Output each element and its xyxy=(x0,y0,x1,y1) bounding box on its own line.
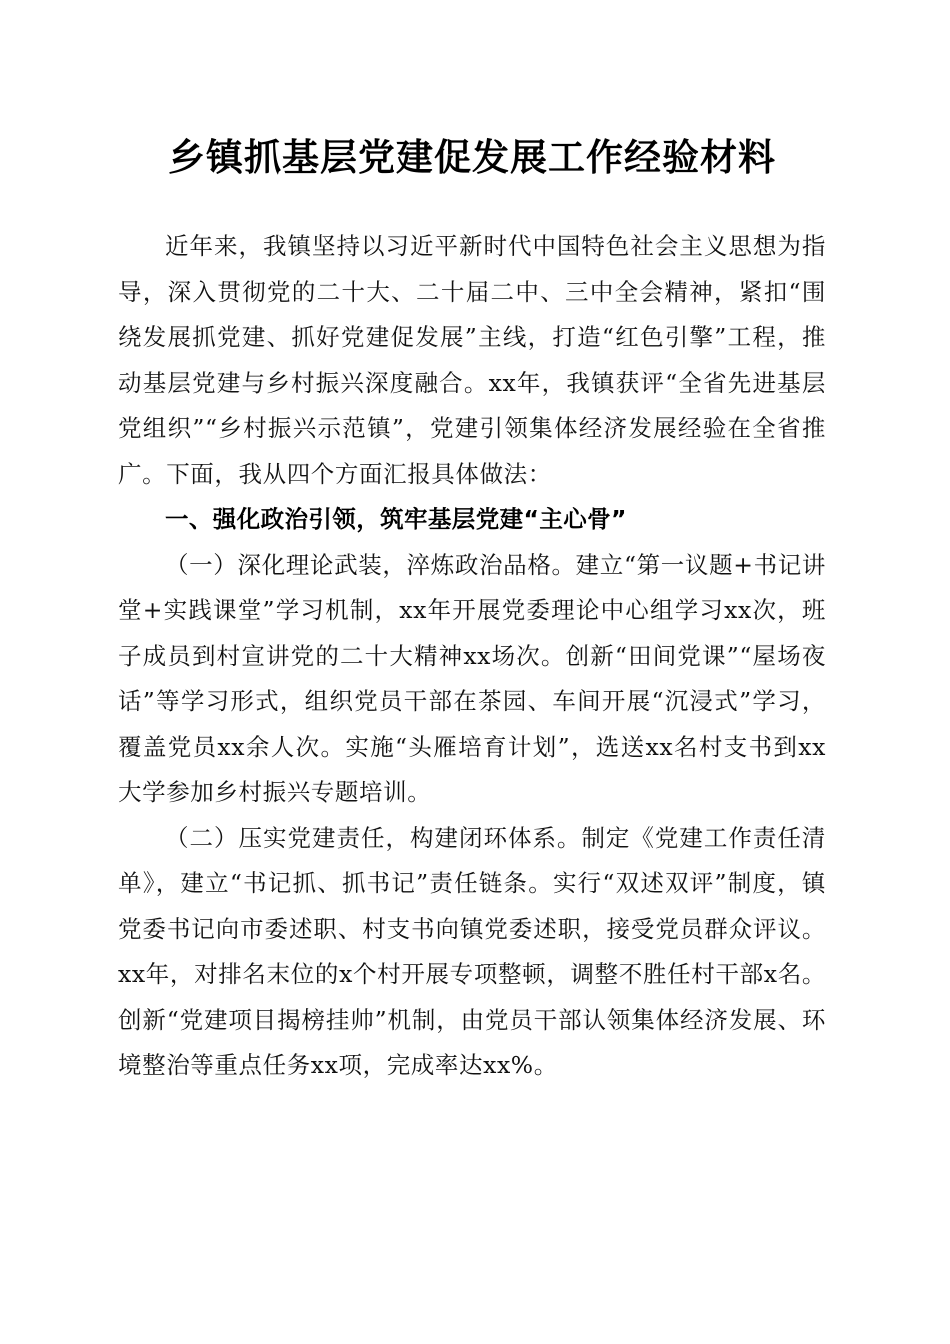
item-body: 建立“第一议题+书记讲堂+实践课堂”学习机制，xx年开展党委理论中心组学习xx次，班子成员到村宣讲党的二十大精神xx场次。创新“田间党课”“屋场夜话”等学习形式，组织党员干部在茶园、车间开展“沉浸式”学习，覆盖党员xx余人次。实施“头雁培育计划”，选送xx名村支书到xx大学参加乡村振兴专题培训。 xyxy=(118,550,826,806)
document-title: 乡镇抓基层党建促发展工作经验材料 xyxy=(168,136,776,179)
section-item-2 xyxy=(118,816,826,1089)
document-page xyxy=(118,130,826,1089)
intro-paragraph: 近年来，我镇坚持以习近平新时代中国特色社会主义思想为指导，深入贯彻党的二十大、二十届二中、三中全会精神，紧扣“围绕发展抓党建、抓好党建促发展”主线，打造“红色引擎”工程，推动基层党建与乡村振兴深度融合。xx年，我镇获评“全省先进基层党组织”“乡村振兴示范镇”，党建引领集体经济发展经验在全省推广。下面，我从四个方面汇报具体做法： xyxy=(118,232,826,488)
section-item-1 xyxy=(118,543,826,816)
item-lead: （二）压实党建责任，构建闭环体系。 xyxy=(165,823,582,852)
item-lead: （一）深化理论武装，淬炼政治品格。 xyxy=(165,550,576,579)
section-heading: 一、强化政治引领，筑牢基层党建“主心骨” xyxy=(165,505,627,533)
item-body: 制定《党建工作责任清单》，建立“书记抓、抓书记”责任链条。实行“双述双评”制度，镇党委书记向市委述职、村支书向镇党委述职，接受党员群众评议。xx年，对排名末位的x个村开展专项整顿，调整不胜任村干部x名。创新“党建项目揭榜挂帅”机制，由党员干部认领集体经济发展、环境整治等重点任务xx项，完成率达xx%。 xyxy=(118,823,827,1079)
